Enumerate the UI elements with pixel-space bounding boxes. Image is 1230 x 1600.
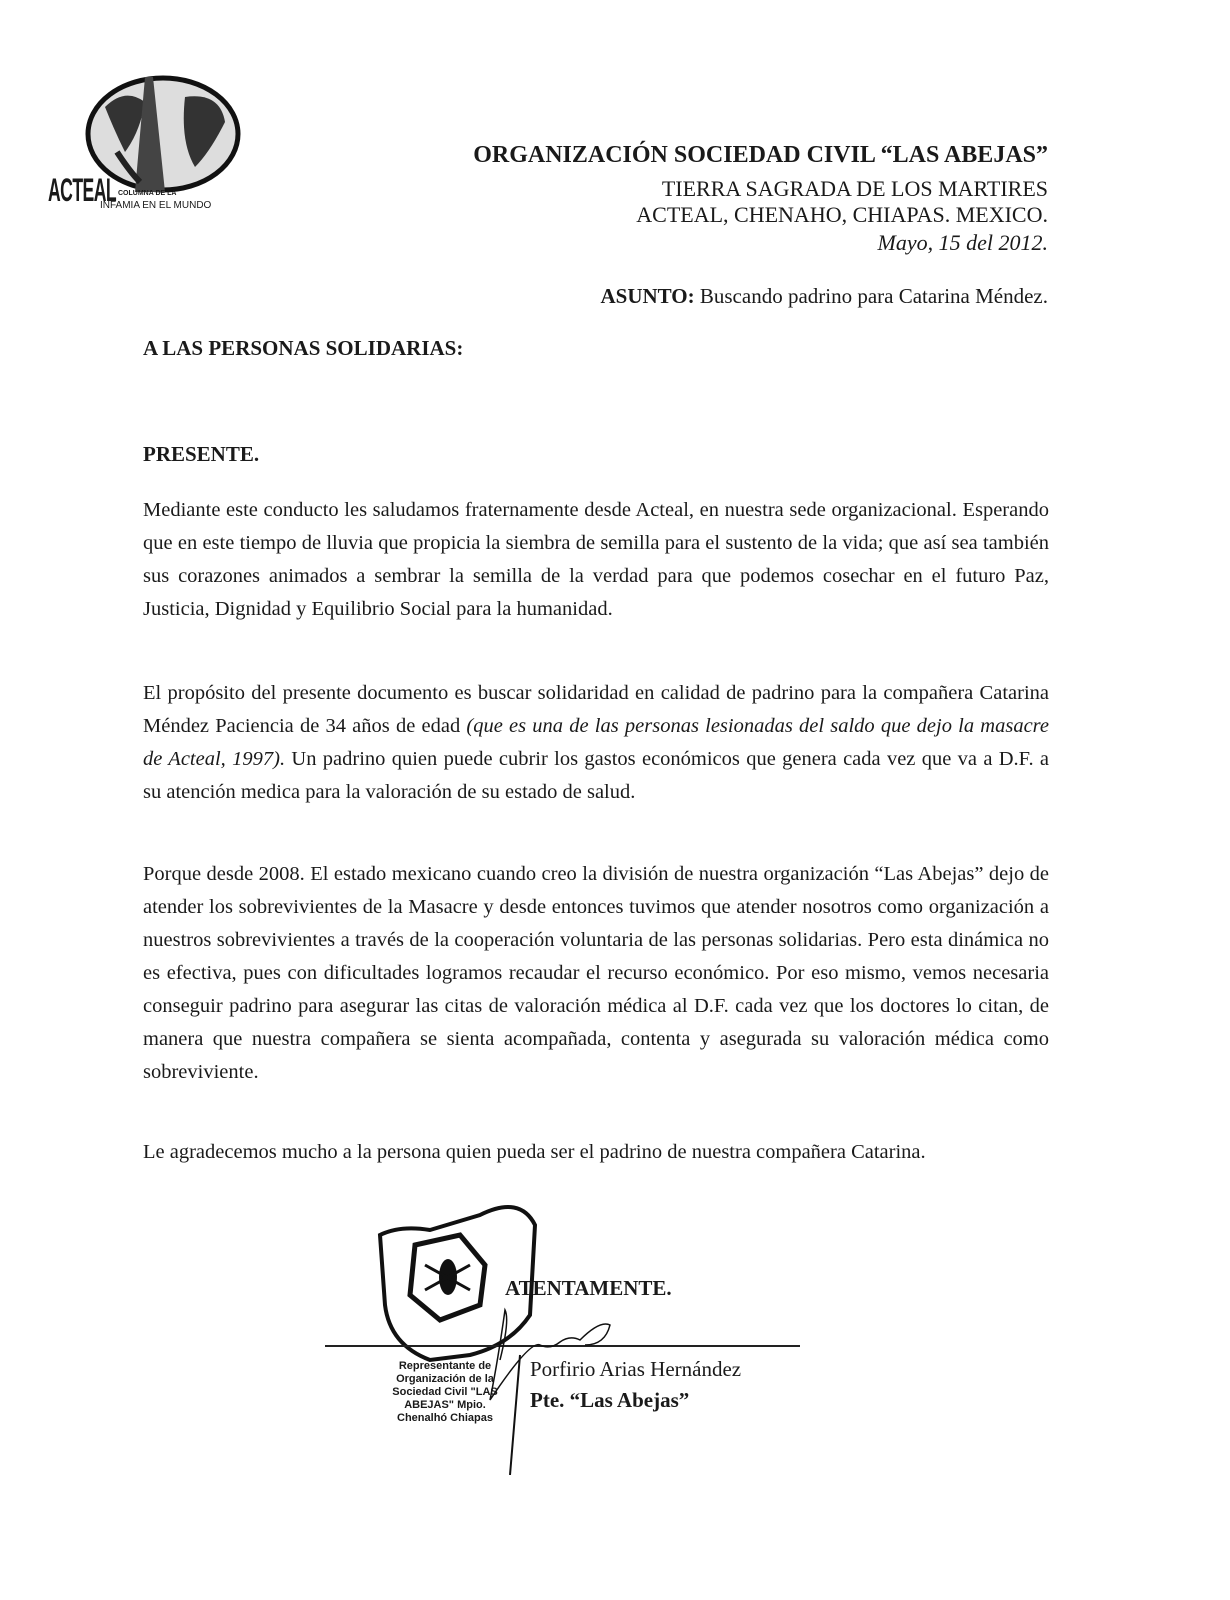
subject-label: ASUNTO: xyxy=(600,284,695,308)
subject-text: Buscando padrino para Catarina Méndez. xyxy=(694,284,1048,308)
subject-line xyxy=(600,284,1048,309)
presente: PRESENTE. xyxy=(143,442,260,466)
letter-date: Mayo, 15 del 2012. xyxy=(877,230,1048,255)
header-line-2: ACTEAL, CHENAHO, CHIAPAS. MEXICO. xyxy=(636,202,1048,227)
logo-tagline-2: INFAMIA EN EL MUNDO xyxy=(100,200,212,211)
signer-title: Pte. “Las Abejas” xyxy=(530,1388,690,1412)
stamp-text: Representante de Organización de la Sociedad Civil "LAS ABEJAS" Mpio. Chenalhó Chiapas xyxy=(392,1360,498,1424)
logo-tagline-1: COLUMNA DE LA xyxy=(118,190,177,197)
header-line-1: TIERRA SAGRADA DE LOS MARTIRES xyxy=(661,176,1048,201)
logo-wordmark: ACTEAL xyxy=(48,172,117,208)
paragraph-1: Mediante este conducto les saludamos fraternamente desde Acteal, en nuestra sede organizacional. Esperando que en este tiempo de lluvia que propicia la siembra de semilla para el sustento de la vida; que así sea también sus corazones animados a sembrar la semilla de la verdad para que podemos cosechar en el futuro Paz, Justicia, Dignidad y Equilibrio Social para la humanidad. xyxy=(143,499,1049,620)
paragraph-2-text-a: El propósito del presente documento es buscar solidaridad en calidad de padrino para la compañera Catarina Méndez Paciencia de 34 años de edad xyxy=(143,682,1049,737)
paragraph-4: Le agradecemos mucho a la persona quien pueda ser el padrino de nuestra compañera Catarina. xyxy=(143,1141,926,1163)
paragraph-3: Porque desde 2008. El estado mexicano cuando creo la división de nuestra organización “Las Abejas” dejo de atender los sobrevivientes de la Masacre y desde entonces tuvimos que atender nosotros como organización a nuestros sobrevivientes a través de la cooperación voluntaria de las personas solidarias. Pero esta dinámica no es efectiva, pues con dificultades logramos recaudar el recurso económico. Por eso mismo, vemos necesaria conseguir padrino para asegurar las citas de valoración médica al D.F. cada vez que los doctores lo citan, de manera que nuestra compañera se sienta acompañada, contenta y asegurada su valoración médica como sobreviviente. xyxy=(143,863,1049,1083)
paragraph-2-italic: (que es una de las personas lesionadas del saldo que dejo la masacre de Acteal, 1997). xyxy=(143,715,1049,770)
salutation: A LAS PERSONAS SOLIDARIAS: xyxy=(143,336,464,360)
paragraph-2 xyxy=(143,677,1049,809)
paragraph-2-text-b: Un padrino quien puede cubrir los gastos económicos que genera cada vez que va a D.F. a su atención medica para la valoración de su estado de salud. xyxy=(143,748,1049,803)
signer-name: Porfirio Arias Hernández xyxy=(530,1357,742,1381)
organization-title: ORGANIZACIÓN SOCIEDAD CIVIL “LAS ABEJAS” xyxy=(473,142,1048,168)
closing: ATENTAMENTE. xyxy=(505,1276,672,1300)
